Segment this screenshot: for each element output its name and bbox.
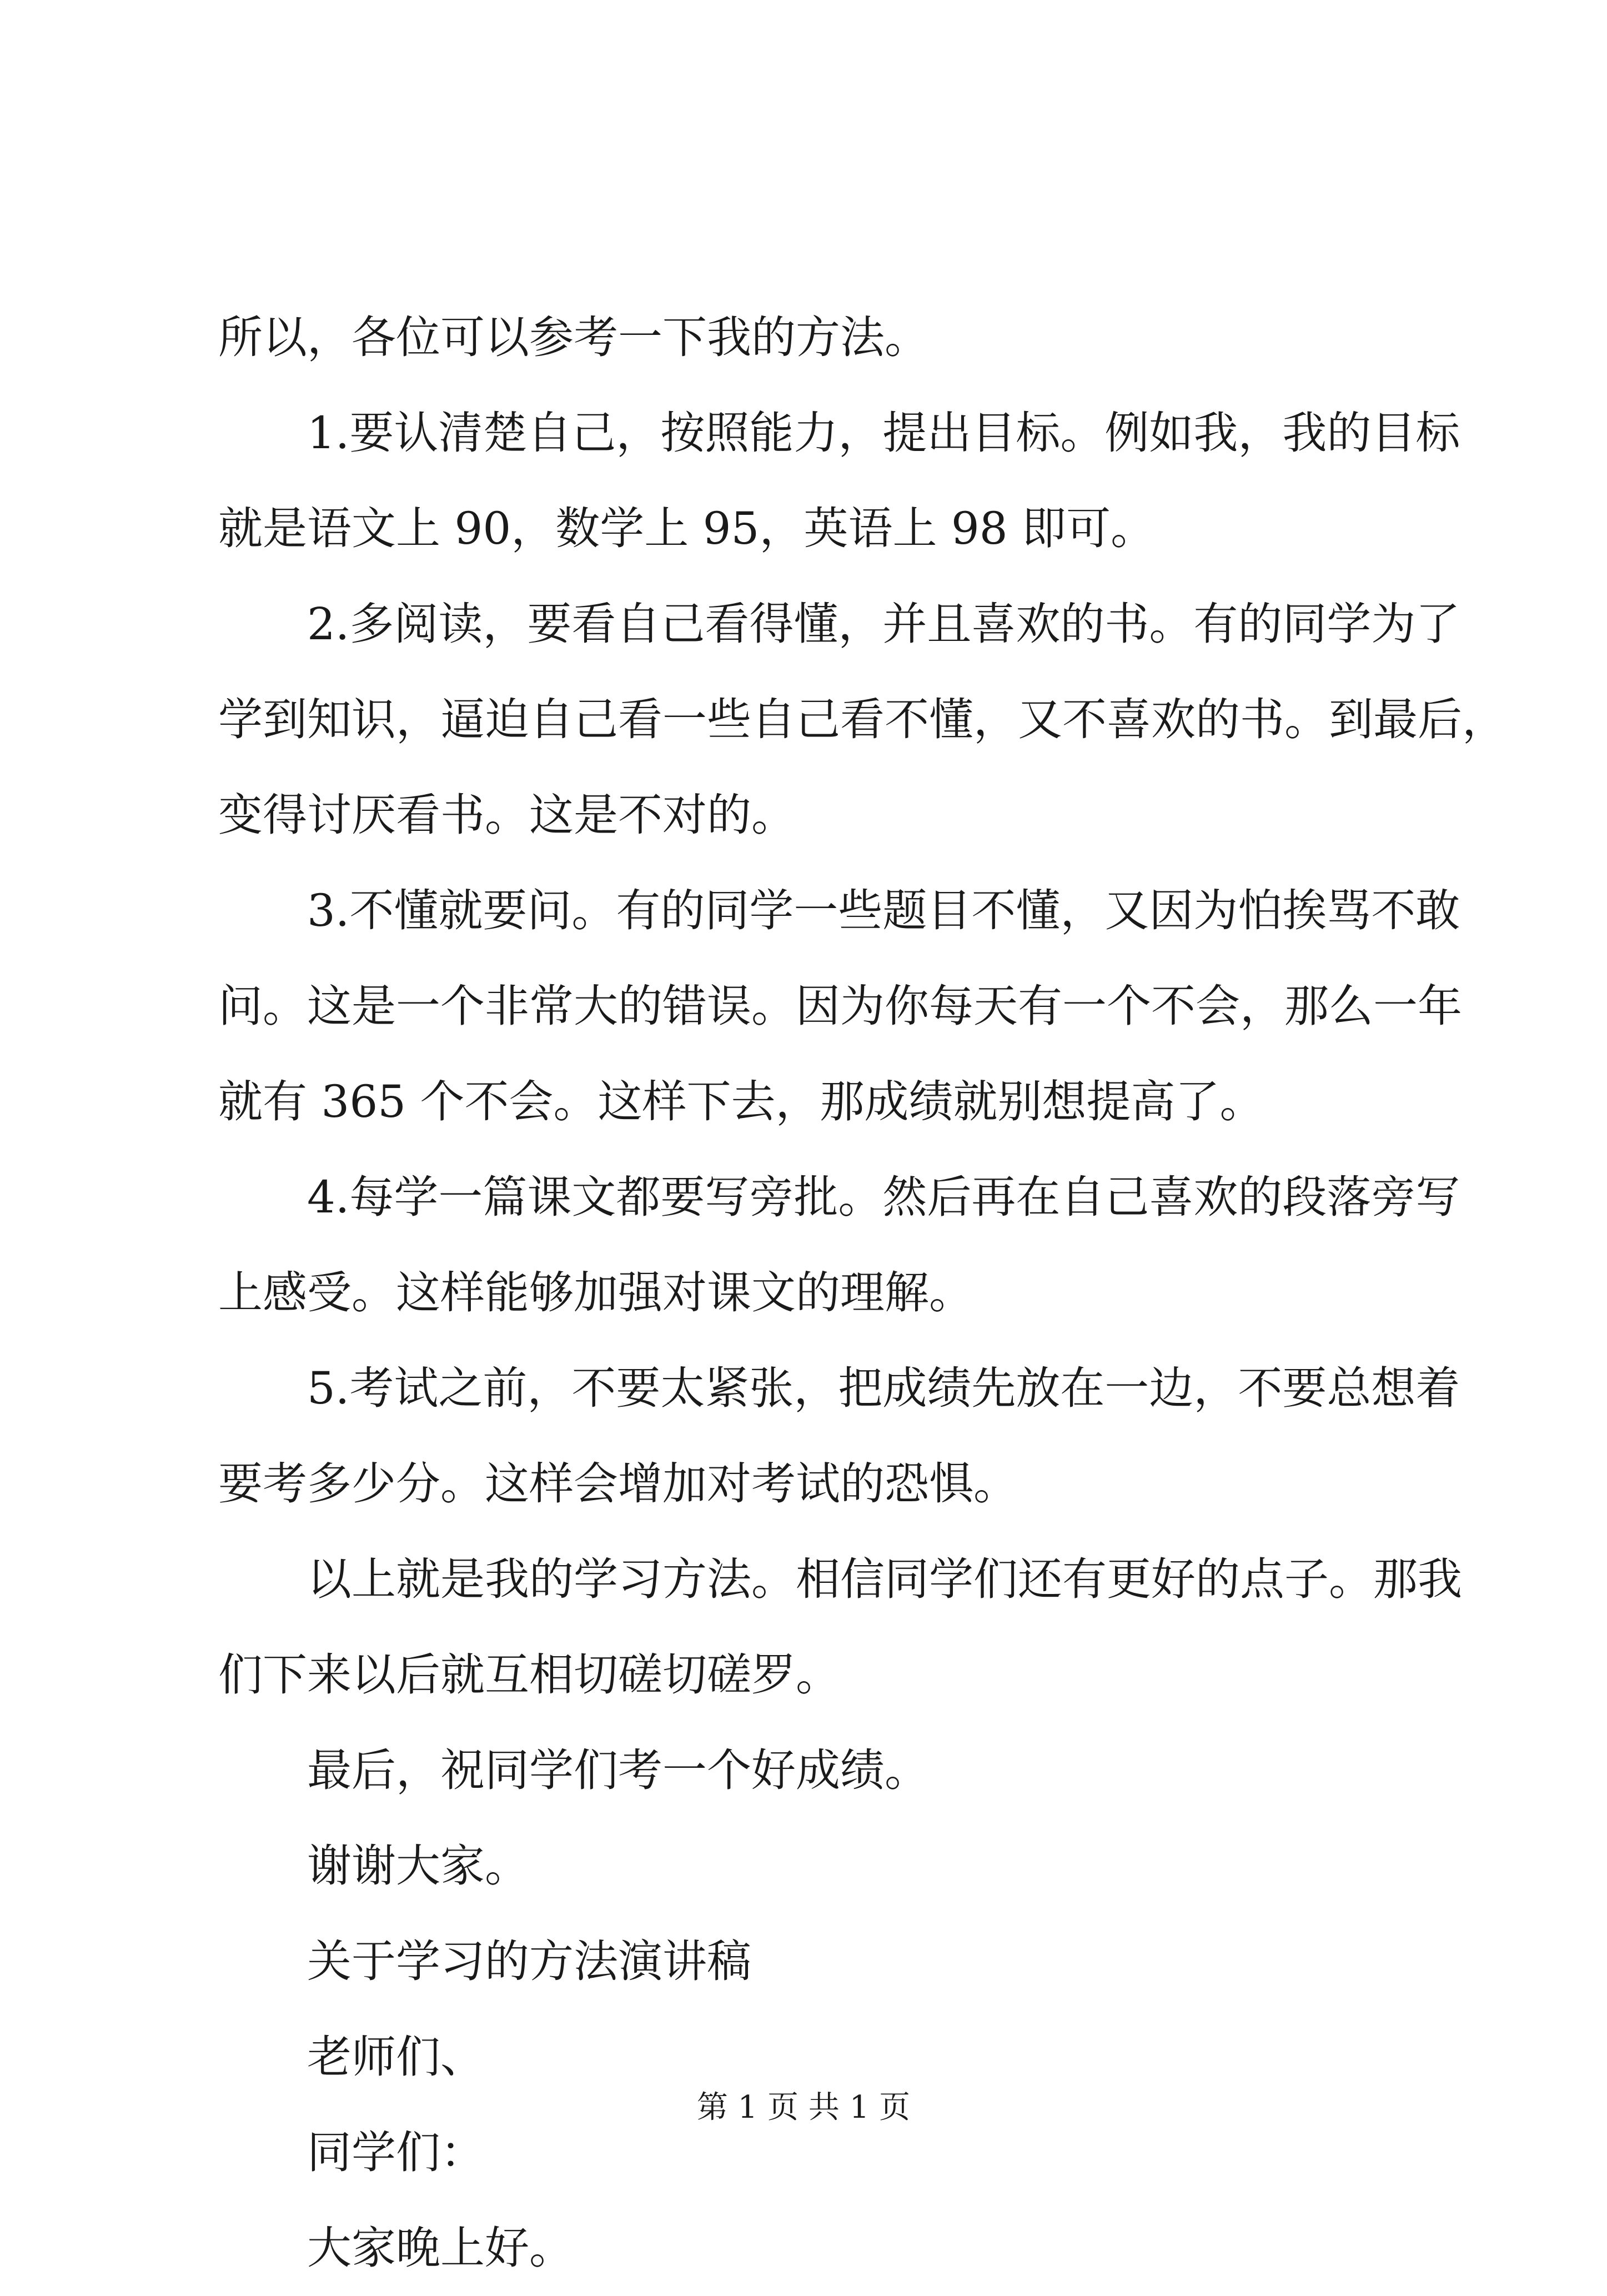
text-line: 关于学习的方法演讲稿 <box>307 1936 751 1987</box>
text-line: 问。这是一个非常大的错误。因为你每天有一个不会，那么一年 <box>218 980 1462 1032</box>
text-line: 所以，各位可以参考一下我的方法。 <box>218 312 929 363</box>
text-line: 就是语文上 90，数学上 95，英语上 98 即可。 <box>218 503 1156 554</box>
document-body <box>218 290 1506 2296</box>
text-line: 3.不懂就要问。有的同学一些题目不懂，又因为怕挨骂不敢 <box>307 885 1460 936</box>
text-line: 同学们： <box>307 2127 485 2178</box>
text-line: 最后，祝同学们考一个好成绩。 <box>307 1744 929 1796</box>
page-number-footer: 第 1 页 共 1 页 <box>696 2089 911 2125</box>
text-line: 2.多阅读，要看自己看得懂，并且喜欢的书。有的同学为了 <box>307 598 1460 650</box>
text-line: 以上就是我的学习方法。相信同学们还有更好的点子。那我 <box>307 1553 1462 1605</box>
text-line: 老师们、 <box>307 2031 485 2083</box>
text-line: 变得讨厌看书。这是不对的。 <box>218 789 796 841</box>
text-line: 4.每学一篇课文都要写旁批。然后再在自己喜欢的段落旁写 <box>307 1171 1460 1223</box>
text-line: 5.考试之前，不要太紧张，把成绩先放在一边，不要总想着 <box>307 1362 1460 1414</box>
text-line: 们下来以后就互相切磋切磋罗。 <box>218 1649 840 1701</box>
text-line: 1.要认清楚自己，按照能力，提出目标。例如我，我的目标 <box>307 407 1460 459</box>
text-line: 学到知识，逼迫自己看一些自己看不懂，又不喜欢的书。到最后， <box>218 694 1506 745</box>
text-line: 就有 365 个不会。这样下去，那成绩就别想提高了。 <box>218 1076 1264 1127</box>
text-line: 要考多少分。这样会增加对考试的恐惧。 <box>218 1458 1018 1510</box>
text-line: 上感受。这样能够加强对课文的理解。 <box>218 1267 973 1319</box>
text-line: 大家晚上好。 <box>307 2222 574 2274</box>
text-line: 谢谢大家。 <box>307 1840 529 1892</box>
